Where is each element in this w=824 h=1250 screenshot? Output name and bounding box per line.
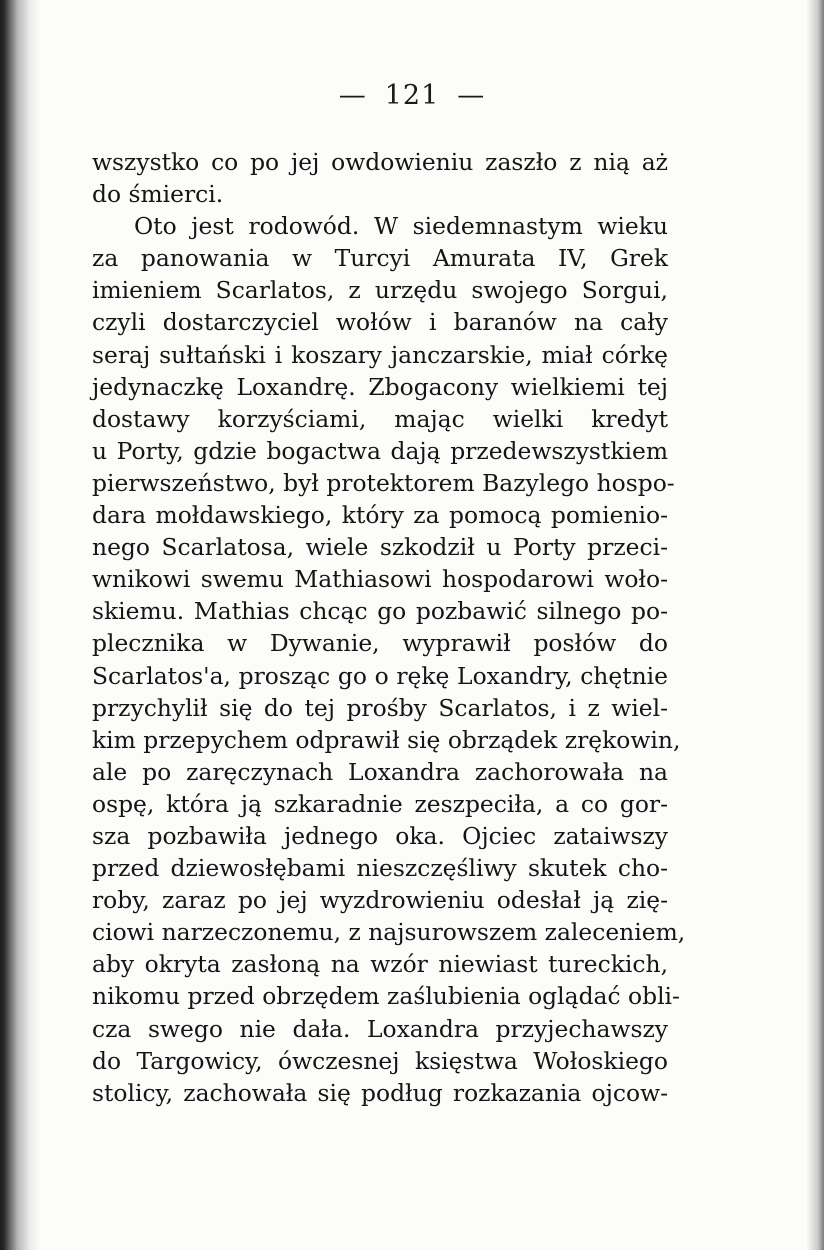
page-number-value: 121 — [384, 80, 440, 111]
text-line: wnikowi swemu Mathiasowi hospodarowi woło- — [92, 565, 668, 594]
text-line: dara mołdawskiego, który za pomocą pomienio- — [92, 501, 668, 530]
text-line: przychylił się do tej prośby Scarlatos, i z wiel- — [92, 693, 668, 722]
text-line: pierwszeństwo, był protektorem Bazylego hospo- — [92, 468, 675, 497]
text-line: dostawy korzyściami, mając wielki kredyt — [92, 404, 668, 433]
text-line: stolicy, zachowała się podług rozkazania ojcow- — [92, 1078, 668, 1107]
text-line: aby okryta zasłoną na wzór niewiast tureckich, — [92, 950, 668, 979]
text-line: przed dziewosłębami nieszczęśliwy skutek cho- — [92, 854, 668, 883]
text-line: ospę, która ją szkaradnie zeszpeciła, a co gor- — [92, 789, 668, 818]
page-number — [0, 80, 824, 111]
text-line: skiemu. Mathias chcąc go pozbawić silnego po- — [92, 597, 668, 626]
page-number-dash-left: — — [338, 80, 367, 111]
text-line: kim przepychem odprawił się obrządek zrękowin, — [92, 725, 681, 754]
text-line: imieniem Scarlatos, z urzędu swojego Sorgui, — [92, 276, 668, 305]
text-line: do Targowicy, ówczesnej księstwa Wołoskiego — [92, 1046, 668, 1075]
text-line: ale po zaręczynach Loxandra zachorowała na — [92, 757, 668, 786]
text-line: ciowi narzeczonemu, z najsurowszem zaleceniem, — [92, 918, 686, 947]
text-line: do śmierci. — [92, 180, 224, 209]
text-line: wszystko co po jej owdowieniu zaszło z nią aż — [92, 148, 668, 176]
text-line: nego Scarlatosa, wiele szkodził u Porty przeci- — [92, 533, 668, 562]
body-text — [92, 146, 686, 1109]
text-line: plecznika w Dywanie, wyprawił posłów do — [92, 629, 668, 658]
page-edge-shadow — [806, 0, 824, 1250]
binding-shadow — [0, 0, 40, 1250]
text-line: za panowania w Turcyi Amurata IV, Grek — [92, 244, 668, 273]
text-line: Scarlatos'a, prosząc go o rękę Loxandry, chętnie — [92, 661, 668, 690]
text-line: Oto jest rodowód. W siedemnastym wieku — [134, 212, 668, 241]
page-number-dash-right: — — [457, 80, 486, 111]
text-line: sza pozbawiła jednego oka. Ojciec zataiwszy — [92, 821, 668, 850]
text-line: jedynaczkę Loxandrę. Zbogacony wielkiemi tej — [92, 372, 668, 401]
text-line: seraj sułtański i koszary janczarskie, miał córkę — [92, 340, 668, 369]
text-line: cza swego nie dała. Loxandra przyjechawszy — [92, 1014, 668, 1043]
text-line: u Porty, gdzie bogactwa dają przedewszystkiem — [92, 436, 668, 465]
text-line: roby, zaraz po jej wyzdrowieniu odesłał ją zię- — [92, 886, 668, 915]
text-line: czyli dostarczyciel wołów i baranów na cały — [92, 308, 668, 337]
text-line: nikomu przed obrzędem zaślubienia oglądać obli- — [92, 982, 680, 1011]
